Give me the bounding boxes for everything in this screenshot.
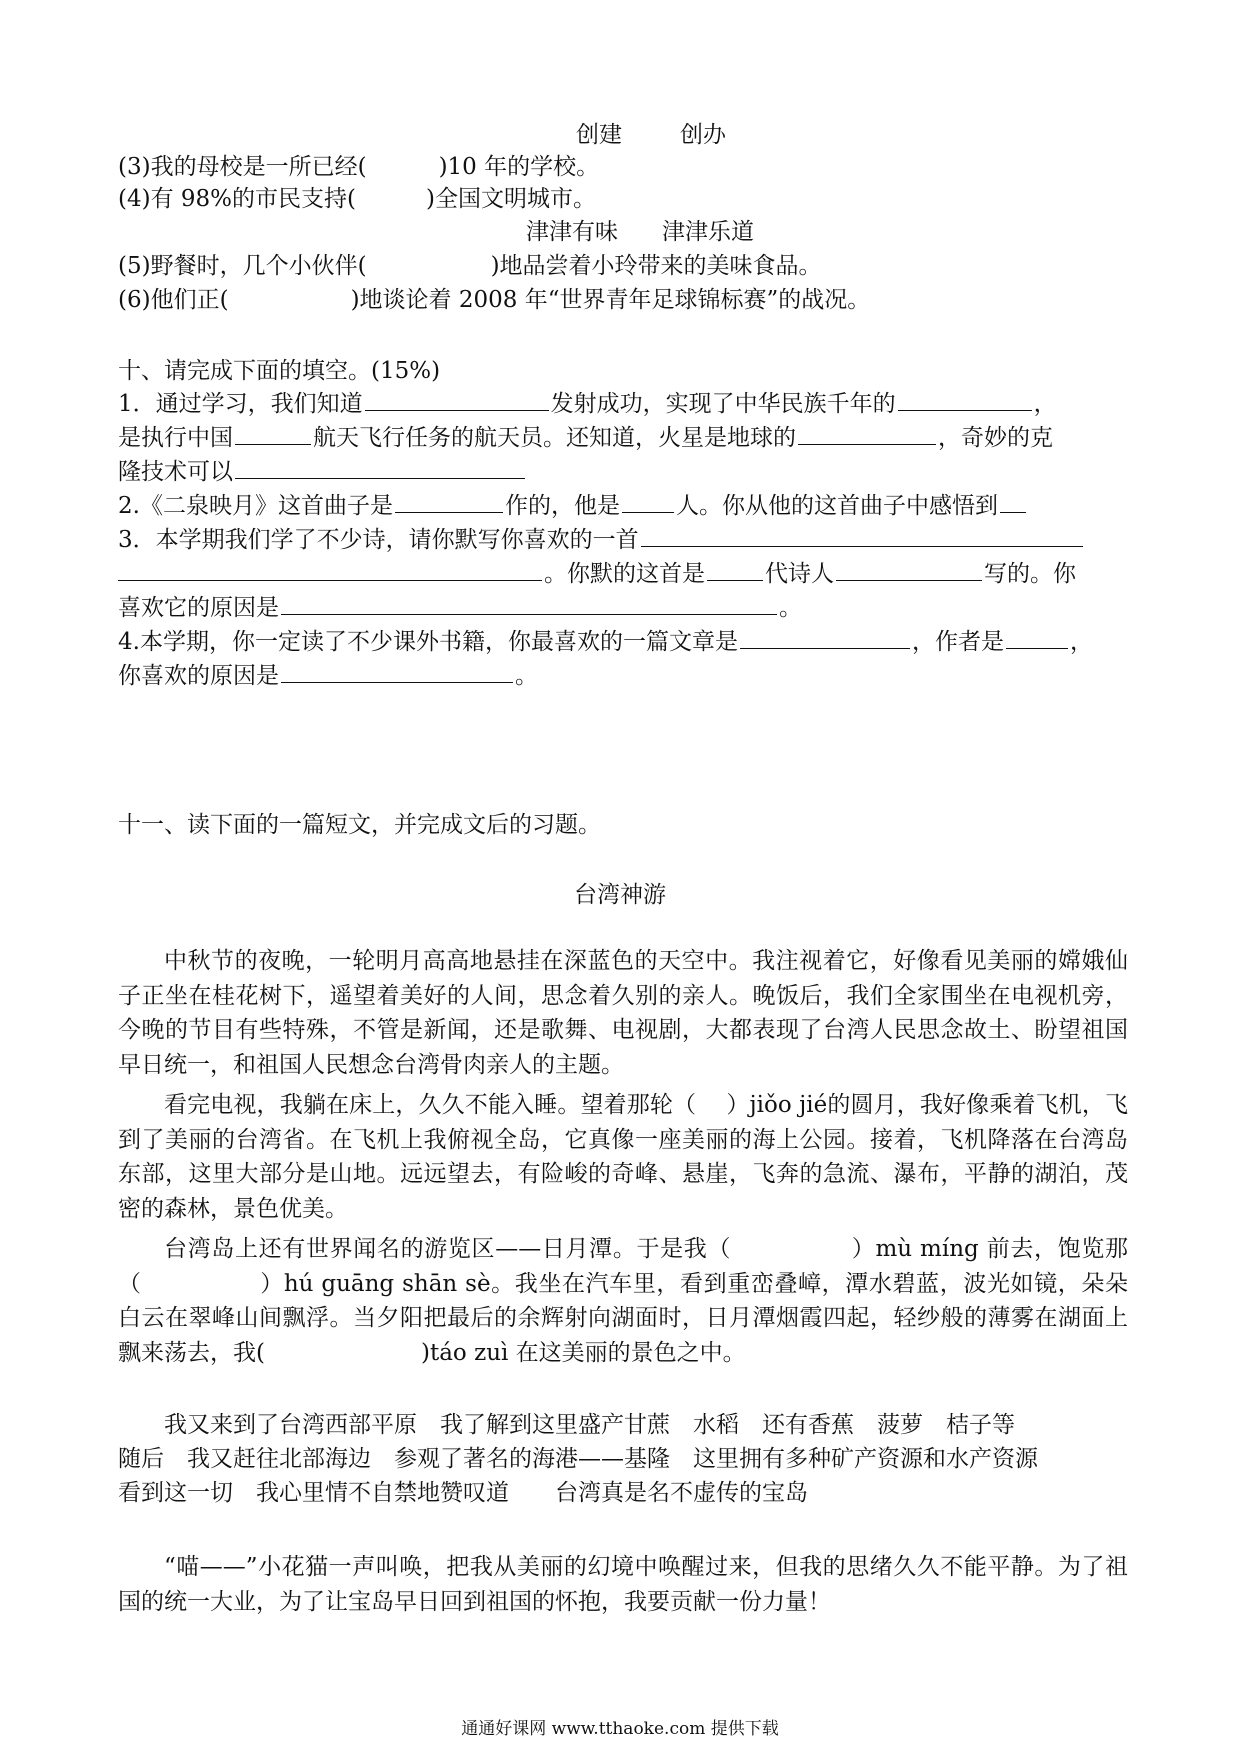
word-options-1 — [576, 118, 748, 152]
word-option: 津津乐道 — [662, 219, 754, 245]
paragraph-segment: )táo zuì 在这美丽的景色之中。 — [420, 1339, 746, 1366]
fill-line-4b — [118, 658, 538, 692]
paragraph-text — [118, 1088, 1128, 1226]
word-option: 创办 — [680, 122, 726, 148]
fill-text: 写的。你 — [984, 561, 1076, 587]
fill-blank[interactable] — [118, 556, 542, 581]
sentence-item-3 — [118, 150, 599, 184]
fill-blank[interactable] — [798, 420, 936, 445]
fill-line-1a — [118, 386, 1057, 420]
item-text: )全国文明城市。 — [426, 186, 596, 212]
fill-text: ， — [1069, 629, 1093, 655]
passage-paragraph-4-line-1: 我又来到了台湾西部平原 我了解到这里盛产甘蔗 水稻 还有香蕉 菠萝 桔子等 — [164, 1412, 1015, 1438]
fill-line-3c — [118, 590, 802, 624]
fill-text: 人。你从他的这首曲子中感悟到 — [675, 493, 998, 519]
fill-text: 4.本学期，你一定读了不少课外书籍，你最喜欢的一篇文章是 — [118, 629, 738, 655]
fill-line-3b — [118, 556, 1076, 590]
fill-blank[interactable] — [740, 624, 910, 649]
fill-line-4a — [118, 624, 1093, 658]
item-number: (6) — [118, 287, 151, 313]
sentence-item-6 — [118, 283, 870, 317]
passage-paragraph-4-line-2: 随后 我又赶往北部海边 参观了著名的海港——基隆 这里拥有多种矿产资源和水产资源 — [118, 1446, 1038, 1472]
item-text: 有 98%的市民支持( — [150, 186, 356, 212]
item-text: 野餐时，几个小伙伴( — [150, 253, 367, 279]
passage-paragraph-4-line-3: 看到这一切 我心里情不自禁地赞叹道 台湾真是名不虚传的宝岛 — [118, 1480, 808, 1506]
fill-blank[interactable] — [622, 488, 674, 513]
paragraph-text — [118, 1232, 1128, 1370]
fill-text: ，作者是 — [911, 629, 1004, 655]
page-footer: 通通好课网 www.tthaoke.com 提供下载 — [461, 1719, 779, 1739]
paragraph-text: 中秋节的夜晚，一轮明月高高地悬挂在深蓝色的天空中。我注视着它，好像看见美丽的嫦娥仙子正坐在桂花树下，遥望着美好的人间，思念着久别的亲人。晚饭后，我们全家围坐在电视机旁，今晚的节目有些特殊，不管是新闻，还是歌舞、电视剧，大都表现了台湾人民思念故土、盼望祖国早日统一，和祖国人民想念台湾骨肉亲人的主题。 — [118, 948, 1128, 1078]
passage-paragraph-3 — [118, 1232, 1128, 1370]
sentence-item-5 — [118, 249, 822, 283]
fill-line-1c — [118, 454, 527, 488]
fill-text: 你喜欢的原因是 — [118, 663, 279, 689]
paragraph-segment: 看完电视，我躺在床上，久久不能入睡。望着那轮（ — [164, 1092, 697, 1118]
item-number: (3) — [118, 154, 151, 180]
fill-blank[interactable] — [1000, 488, 1026, 513]
fill-text: 是执行中国 — [118, 425, 233, 451]
fill-blank[interactable] — [235, 454, 525, 479]
fill-line-3a — [118, 522, 1085, 556]
fill-blank[interactable] — [641, 522, 1083, 547]
item-text: 他们正( — [150, 287, 229, 313]
fill-text: ，奇妙的克 — [938, 425, 1053, 451]
paragraph-segment: ）jiǒo jié的圆月，我好像乘着飞机，飞到了美丽的台湾省。在飞机上我俯视全岛，它真像一座美丽的海上公园。接着，飞机降落在台湾岛东部，这里大部分是山地。远远望去，有险峻的奇峰、悬崖，飞奔的急流、瀑布，平静的湖泊，茂密的森林，景色优美。 — [118, 1092, 1129, 1222]
passage-paragraph-2 — [118, 1088, 1128, 1226]
item-number: (5) — [118, 253, 151, 279]
fill-blank[interactable] — [707, 556, 763, 581]
fill-text: 。 — [515, 663, 538, 689]
paragraph-segment: ）hú guāng shān sè。我坐在汽车里，看到重峦叠嶂，潭水碧蓝，波光如镜，朵朵白云在翠峰山间飘浮。当夕阳把最后的余辉射向湖面时，日月潭烟霞四起，轻纱般的薄雾在湖面上飘来荡去，我( — [118, 1270, 1128, 1366]
item-text: )10 年的学校。 — [438, 154, 600, 180]
section-heading-10: 十、请完成下面的填空。(15%) — [118, 358, 441, 384]
passage-paragraph-5 — [118, 1550, 1128, 1619]
fill-line-2 — [118, 488, 1028, 522]
item-number: (4) — [118, 186, 151, 212]
fill-text: 喜欢它的原因是 — [118, 595, 279, 621]
section-heading-11: 十一、读下面的一篇短文，并完成文后的习题。 — [118, 812, 601, 838]
fill-blank[interactable] — [235, 420, 311, 445]
passage-title: 台湾神游 — [574, 882, 666, 908]
fill-text: 1．通过学习，我们知道 — [118, 391, 363, 417]
paragraph-segment: 台湾岛上还有世界闻名的游览区——日月潭。于是我（ — [164, 1236, 732, 1262]
fill-text: 发射成功，实现了中华民族千年的 — [550, 391, 896, 417]
fill-text: ， — [1033, 391, 1057, 417]
fill-blank[interactable] — [898, 386, 1032, 411]
fill-blank[interactable] — [395, 488, 503, 513]
fill-text: 。 — [779, 595, 802, 621]
sentence-item-4 — [118, 182, 596, 216]
fill-text: 。你默的这首是 — [544, 561, 705, 587]
item-text: )地谈论着 2008 年“世界青年足球锦标赛”的战况。 — [350, 287, 871, 313]
fill-text: 作的，他是 — [504, 493, 620, 519]
word-option: 创建 — [576, 122, 622, 148]
fill-blank[interactable] — [281, 658, 513, 683]
fill-text: 3．本学期我们学了不少诗，请你默写你喜欢的一首 — [118, 527, 639, 553]
item-text: )地品尝着小玲带来的美味食品。 — [490, 253, 822, 279]
paragraph-segment: ）mù míng 前去，饱览那（ — [118, 1236, 1129, 1297]
passage-paragraph-1 — [118, 944, 1128, 1082]
fill-blank[interactable] — [836, 556, 982, 581]
fill-text: 隆技术可以 — [118, 459, 233, 485]
fill-line-1b — [118, 420, 1053, 454]
fill-blank[interactable] — [1006, 624, 1068, 649]
fill-text: 航天飞行任务的航天员。还知道，火星是地球的 — [313, 425, 796, 451]
word-option: 津津有味 — [526, 219, 618, 245]
fill-blank[interactable] — [281, 590, 777, 615]
item-text: 我的母校是一所已经( — [150, 154, 367, 180]
fill-blank[interactable] — [365, 386, 549, 411]
fill-text: 代诗人 — [765, 561, 834, 587]
word-options-2 — [526, 215, 754, 249]
fill-text: 2.《二泉映月》这首曲子是 — [118, 493, 393, 519]
paragraph-text: “喵——”小花猫一声叫唤，把我从美丽的幻境中唤醒过来，但我的思绪久久不能平静。为了祖国的统一大业，为了让宝岛早日回到祖国的怀抱，我要贡献一份力量！ — [118, 1554, 1128, 1615]
